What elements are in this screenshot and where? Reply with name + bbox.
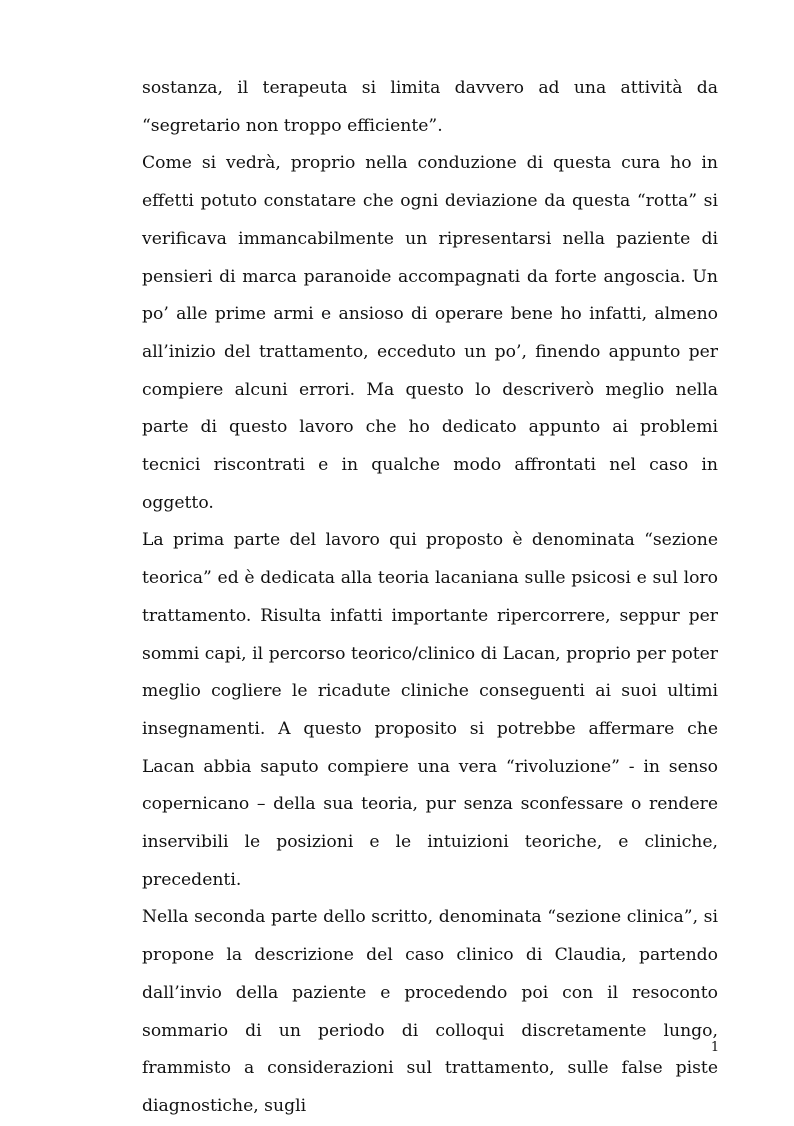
paragraph-3: La prima parte del lavoro qui proposto è denominata “sezione teorica” ed è dedicata alla teoria lacaniana sulle psicosi e sul loro trattamento. Risulta infatti importante ripercorrere, seppur per sommi capi, il percorso teorico/clinico di Lacan, proprio per poter meglio cogliere le ricadute cliniche conseguenti ai suoi ultimi insegnamenti. A questo proposito si potrebbe affermare che Lacan abbia saputo compiere una vera “rivoluzione” - in senso copernicano – della sua teoria, pur senza sconfessare o rendere inservibili le posizioni e le intuizioni teoriche, e cliniche, precedenti. <box>142 530 718 890</box>
paragraph-2: Come si vedrà, proprio nella conduzione di questa cura ho in effetti potuto constatare che ogni deviazione da questa “rotta” si verificava immancabilmente un ripresentarsi nella paziente di pensieri di marca paranoide accompagnati da forte angoscia. Un po’ alle prime armi e ansioso di operare bene ho infatti, almeno all’inizio del trattamento, ecceduto un po’, finendo appunto per compiere alcuni errori. Ma questo lo descriverò meglio nella parte di questo lavoro che ho dedicato appunto ai problemi tecnici riscontrati e in qualche modo affrontati nel caso in oggetto. <box>142 153 718 513</box>
body-text <box>142 70 718 1126</box>
paragraph-1: sostanza, il terapeuta si limita davvero ad una attività da “segretario non troppo efficiente”. <box>142 78 718 136</box>
page-number: 1 <box>710 1040 720 1055</box>
paragraph-4: Nella seconda parte dello scritto, denominata “sezione clinica”, si propone la descrizione del caso clinico di Claudia, partendo dall’invio della paziente e procedendo poi con il resoconto sommario di un periodo di colloqui discretamente lungo, frammisto a considerazioni sul trattamento, sulle false piste diagnostiche, sugli <box>142 907 718 1116</box>
